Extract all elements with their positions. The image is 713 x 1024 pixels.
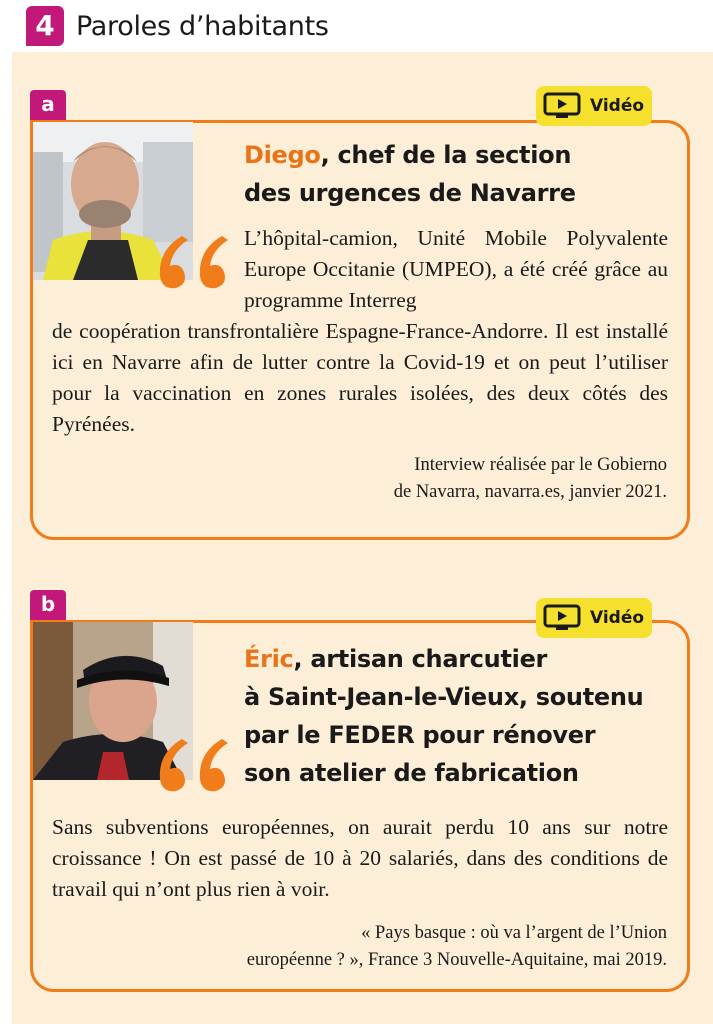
speaker-role: , artisan charcutier xyxy=(293,645,548,673)
video-play-icon xyxy=(542,603,582,633)
source-citation-b xyxy=(67,920,667,974)
speaker-role-line: à Saint-Jean-le-Vieux, soutenu xyxy=(244,683,644,711)
quote-text: Sans subventions européennes, on aurait perdu 10 ans sur notre croissance ! On est passé de 10 à 20 salariés, dans des conditions de travail qui n’ont plus rien à voir. xyxy=(52,815,668,901)
speaker-role-line: son atelier de fabrication xyxy=(244,759,579,787)
header xyxy=(0,0,713,56)
quote-mark-icon xyxy=(152,735,232,795)
quote-text-part1: L’hôpital-camion, Unité Mobile Polyvalente Europe Occitanie (UMPEO), a été créé grâce au programme Interreg xyxy=(244,226,668,312)
section-title: Paroles d’habitants xyxy=(76,11,329,42)
section-number-badge: 4 xyxy=(26,6,64,46)
speaker-name: Diego xyxy=(244,141,321,169)
video-button-a[interactable] xyxy=(536,86,652,126)
card-letter-b: b xyxy=(30,590,66,620)
source-line: européenne ? », France 3 Nouvelle-Aquitaine, mai 2019. xyxy=(246,950,667,970)
speaker-title-b xyxy=(244,640,684,792)
speaker-name: Éric xyxy=(244,645,294,673)
source-citation-a xyxy=(167,452,667,506)
speaker-role: , chef de la section xyxy=(320,141,572,169)
source-line: Interview réalisée par le Gobierno xyxy=(414,455,667,475)
speaker-role-line: par le FEDER pour rénover xyxy=(244,721,596,749)
quote-mark-icon xyxy=(152,232,232,292)
card-letter-a: a xyxy=(30,90,66,120)
speaker-title-a xyxy=(244,136,664,212)
video-label: Vidéo xyxy=(590,608,645,628)
video-label: Vidéo xyxy=(590,96,645,116)
source-line: « Pays basque : où va l’argent de l’Union xyxy=(361,923,667,943)
speaker-role-line: des urgences de Navarre xyxy=(244,179,576,207)
source-line: de Navarra, navarra.es, janvier 2021. xyxy=(393,482,667,502)
video-button-b[interactable] xyxy=(536,598,652,638)
video-play-icon xyxy=(542,91,582,121)
quote-text-part2: de coopération transfrontalière Espagne-France-Andorre. Il est installé ici en Navarre afin de lutter contre la Covid-19 et on peut l’utiliser pour la vaccination en zones rurales isolées, des deux côtés des Pyrénées. xyxy=(52,319,668,436)
